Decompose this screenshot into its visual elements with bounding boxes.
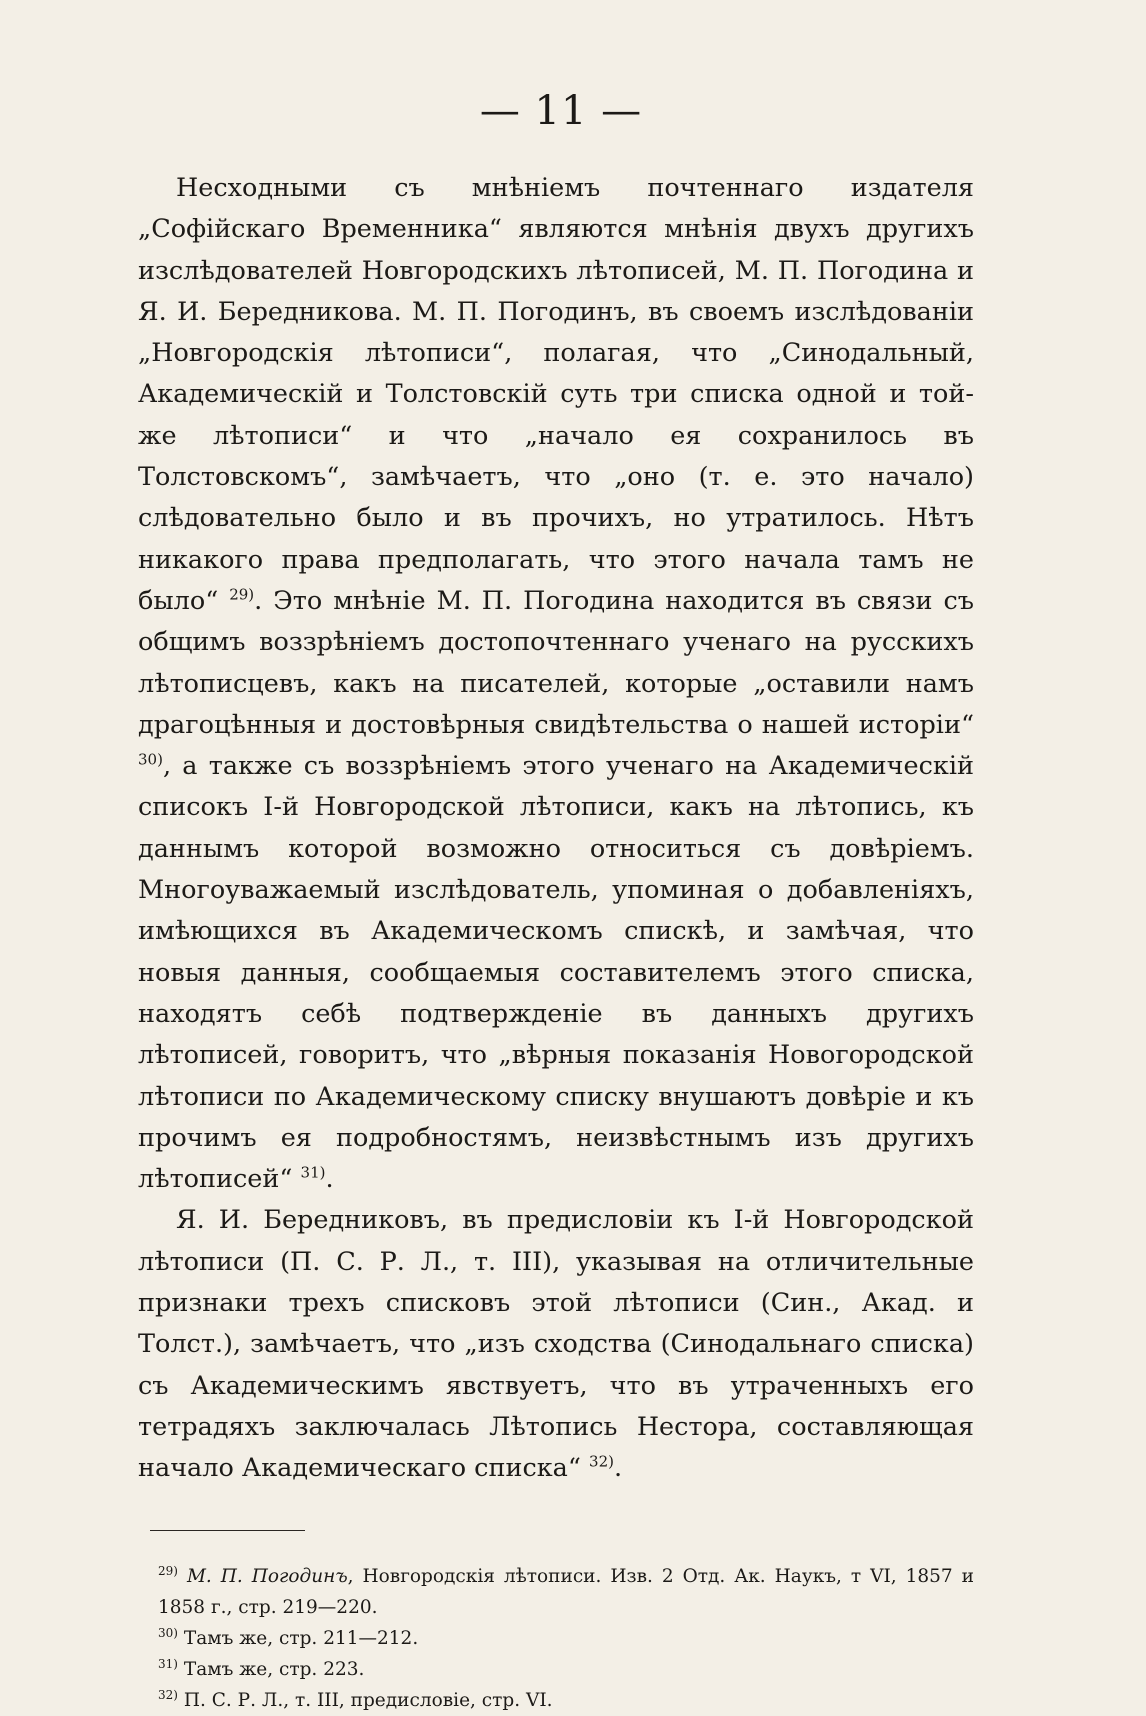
footnote-text: Тамъ же, стр. 211—212. (183, 1627, 419, 1649)
footnote-ref: 29) (229, 585, 255, 604)
footnote: $^{30)}$ Тамъ же, стр. 211—212. (158, 1625, 419, 1649)
paragraph-text: . (613, 1453, 623, 1484)
paragraph-text: , а также съ воззрѣніемъ этого ученаго на Академическій списокъ I-й Новгородской лѣтописи, какъ на лѣтопись, къ даннымъ которой возможно относиться съ довѣріемъ. Многоуважаемый изслѣдователь, упоминая о добавленіяхъ, имѣющихся въ Академическомъ спискѣ, и замѣчая, что новыя данныя, сообщаемыя составителемъ этого списка, находятъ себѣ подтвержденіе въ данныхъ другихъ лѣтописей, говоритъ, что „вѣрныя показанія Новогородской лѣтописи по Академическому списку внушаютъ довѣріе и къ прочимъ ея подробностямъ, неизвѣстнымъ изъ другихъ лѣтописей“ (138, 751, 974, 1195)
footnotes (138, 1561, 974, 1716)
paragraph-text: . (325, 1164, 334, 1195)
footnote-ref: 32) (589, 1452, 614, 1471)
footnote-mark: 29 (158, 1563, 174, 1578)
footnote-text: , Новгородскія лѣтописи. Изв. 2 Отд. Ак. Наукъ, т VI, 1857 и 1858 г., стр. 219—220. (158, 1565, 975, 1618)
footnote-divider (150, 1530, 305, 1531)
footnote-text: Тамъ же, стр. 223. (183, 1658, 365, 1680)
footnote-mark: 32 (158, 1687, 174, 1702)
footnote: $^{31)}$ Тамъ же, стр. 223. (158, 1656, 365, 1680)
footnote-mark: 31 (158, 1656, 174, 1671)
footnote-ref: 30) (138, 750, 163, 769)
footnote-mark: 30 (158, 1625, 174, 1640)
paragraph (138, 1200, 974, 1489)
paragraph-text: . Это мнѣніе М. П. Погодина находится въ связи съ общимъ воззрѣніемъ достопочтеннаго ученаго на русскихъ лѣтописцевъ, какъ на писателей, которые „оставили намъ драгоцѣнныя и достовѣрныя свидѣтельства о нашей исторіи“ (138, 585, 975, 740)
page-number: — 11 — (479, 88, 643, 134)
footnote-ref: 31) (300, 1163, 326, 1182)
footnote: $^{29)}$ М. П. Погодинъ, Новгородскія лѣтописи. Изв. 2 Отд. Ак. Наукъ, т VI, 1857 и 1858 г., стр. 219—220. (158, 1563, 975, 1618)
paragraph-text: Я. И. Бередниковъ, въ предисловіи къ I-й Новгородской лѣтописи (П. С. Р. Л., т. III), указывая на отличительные признаки трехъ списковъ этой лѣтописи (Син., Акад. и Толст.), замѣчаетъ, что „изъ сходства (Синодальнаго списка) съ Академическимъ явствуетъ, что въ утраченныхъ его тетрадяхъ заключалась Лѣтопись Нестора, составляющая начало Академическаго списка“ (138, 1205, 974, 1484)
body-text (138, 168, 974, 1490)
footnote-author: М. П. Погодинъ (186, 1565, 348, 1587)
footnote: $^{32)}$ П. С. Р. Л., т. III, предисловіе, стр. VI. (158, 1687, 553, 1711)
paragraph-text: Несходными съ мнѣніемъ почтеннаго издателя „Софійскаго Временника“ являются мнѣнія двухъ другихъ изслѣдователей Новгородскихъ лѣтописей, М. П. Погодина и Я. И. Бередникова. М. П. Погодинъ, въ своемъ изслѣдованіи „Новгородскія лѣтописи“, полагая, что „Синодальный, Академическій и Толстовскій суть три списка одной и той-же лѣтописи“ и что „начало ея сохранилось въ Толстовскомъ“, замѣчаетъ, что „оно (т. е. это начало) слѣдовательно было и въ прочихъ, но утратилось. Нѣтъ никакого права предполагать, что этого начала тамъ не было“ (138, 173, 974, 616)
footnote-text: П. С. Р. Л., т. III, предисловіе, стр. VI. (183, 1689, 553, 1711)
paragraph (138, 168, 974, 1200)
